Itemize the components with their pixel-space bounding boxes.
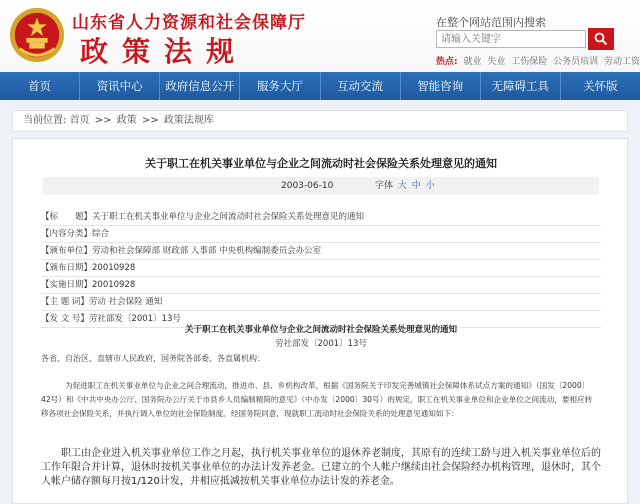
breadcrumb-policy-library[interactable]: 政策法规库 [163, 115, 214, 126]
document-addressee: 各省、自治区、直辖市人民政府，国务院各部委、各直属机构： [41, 354, 265, 363]
hot-item[interactable]: 就业 [463, 57, 482, 67]
breadcrumb-separator: >> [141, 115, 159, 126]
nav-care-mode[interactable]: 关怀版 [583, 79, 618, 93]
document-paragraph: 职工由企业进入机关事业单位工作之月起，执行机关事业单位的退休养老制度，其原有的连续工龄与进入机关事业单位后的工作年限合并计算，退休时按机关事业单位的办法计发养老金。已建立的个人帐户继续由社会保险经办机构管理，退休时，其个人帐户储存额每月按1/120计发，并相应抵减按机关事业单位办法计发的养老金。 [41, 448, 601, 487]
breadcrumb-home[interactable]: 首页 [69, 115, 90, 126]
hot-item[interactable]: 劳动工资 [604, 57, 640, 67]
document-number: 劳社部发〔2001〕13号 [275, 339, 367, 349]
meta-row [41, 294, 601, 311]
meta-row [41, 209, 601, 226]
meta-value: 20010928 [92, 280, 136, 290]
search-icon [594, 32, 608, 46]
meta-value: 关于职工在机关事业单位与企业之间流动时社会保险关系处理意见的通知 [92, 212, 365, 222]
nav-news[interactable]: 资讯中心 [80, 72, 160, 100]
article-date: 2003-06-10 [281, 181, 334, 191]
document-paragraph: 为促进职工在机关事业单位与企业之间合理流动，推进市、县、乡机构改革，根据《国务院关于印发完善城镇社会保障体系试点方案的通知》（国发〔2000〕42号）和《中共中央办公厅、国务院办公厅关于市县乡人员编制精简的意见》（中办发〔2000〕30号）的规定，职工在机关事业单位和企业单位之间流动，要相应转移各项社会保险关系，并执行调入单位的社会保险制度。经国务院同意，现就职工流动时社会保险关系的处理意见通知如下： [41, 381, 593, 418]
meta-key: 【颁布单位】 [41, 246, 93, 256]
article-panel [12, 138, 628, 504]
meta-key: 【颁布日期】 [41, 263, 93, 273]
hot-item[interactable]: 失业 [487, 57, 506, 67]
meta-key: 【主 题 词】 [41, 297, 89, 307]
meta-key: 【内容分类】 [41, 229, 93, 239]
meta-key: 【实施日期】 [41, 280, 93, 290]
font-size-medium[interactable]: 中 [411, 181, 421, 191]
meta-key: 【标 题】 [41, 212, 93, 222]
nav-interaction[interactable]: 互动交流 [321, 72, 401, 100]
hot-label: 热点: [436, 57, 458, 67]
search-label: 在整个网站范围内搜索 [436, 16, 546, 29]
font-size-large[interactable]: 大 [397, 181, 407, 191]
nav-home[interactable]: 首页 [0, 72, 80, 100]
meta-row [41, 277, 601, 294]
article-title: 关于职工在机关事业单位与企业之间流动时社会保险关系处理意见的通知 [145, 157, 497, 170]
meta-row [41, 260, 601, 277]
site-header [0, 0, 640, 72]
nav-gov-info[interactable]: 政府信息公开 [160, 72, 240, 100]
breadcrumb-prefix: 当前位置: [23, 115, 67, 126]
national-emblem-icon [8, 6, 66, 64]
hot-item[interactable]: 公务员培训 [553, 57, 599, 67]
article-meta-table [41, 209, 601, 328]
main-nav [0, 72, 640, 100]
article-info-bar [43, 177, 599, 195]
meta-value: 20010928 [92, 263, 136, 273]
breadcrumb-policy[interactable]: 政策 [116, 115, 137, 126]
document-title: 关于职工在机关事业单位与企业之间流动时社会保险关系处理意见的通知 [184, 325, 457, 335]
meta-key: 【发 文 号】 [41, 314, 89, 324]
meta-row [41, 226, 601, 243]
font-size-switcher [375, 177, 435, 195]
nav-accessibility[interactable]: 无障碍工具 [481, 72, 561, 100]
search-input[interactable] [436, 30, 586, 48]
meta-value: 劳动 社会保险 通知 [88, 297, 163, 307]
font-label: 字体 [375, 181, 394, 191]
meta-value: 综合 [92, 229, 110, 239]
hot-item[interactable]: 工伤保险 [511, 57, 548, 67]
meta-row [41, 243, 601, 260]
meta-value: 劳社部发〔2001〕13号 [88, 314, 181, 324]
font-size-small[interactable]: 小 [425, 181, 435, 191]
nav-smart-consult[interactable]: 智能咨询 [401, 72, 481, 100]
breadcrumb [12, 110, 628, 132]
section-name: 政策法规 [80, 35, 249, 68]
meta-value: 劳动和社会保障部 财政部 人事部 中央机构编制委员会办公室 [92, 246, 322, 256]
hot-topics [436, 54, 640, 67]
breadcrumb-separator: >> [94, 115, 112, 126]
nav-service-hall[interactable]: 服务大厅 [240, 72, 320, 100]
search-button[interactable] [588, 28, 614, 50]
site-name: 山东省人力资源和社会保障厅 [72, 13, 306, 33]
